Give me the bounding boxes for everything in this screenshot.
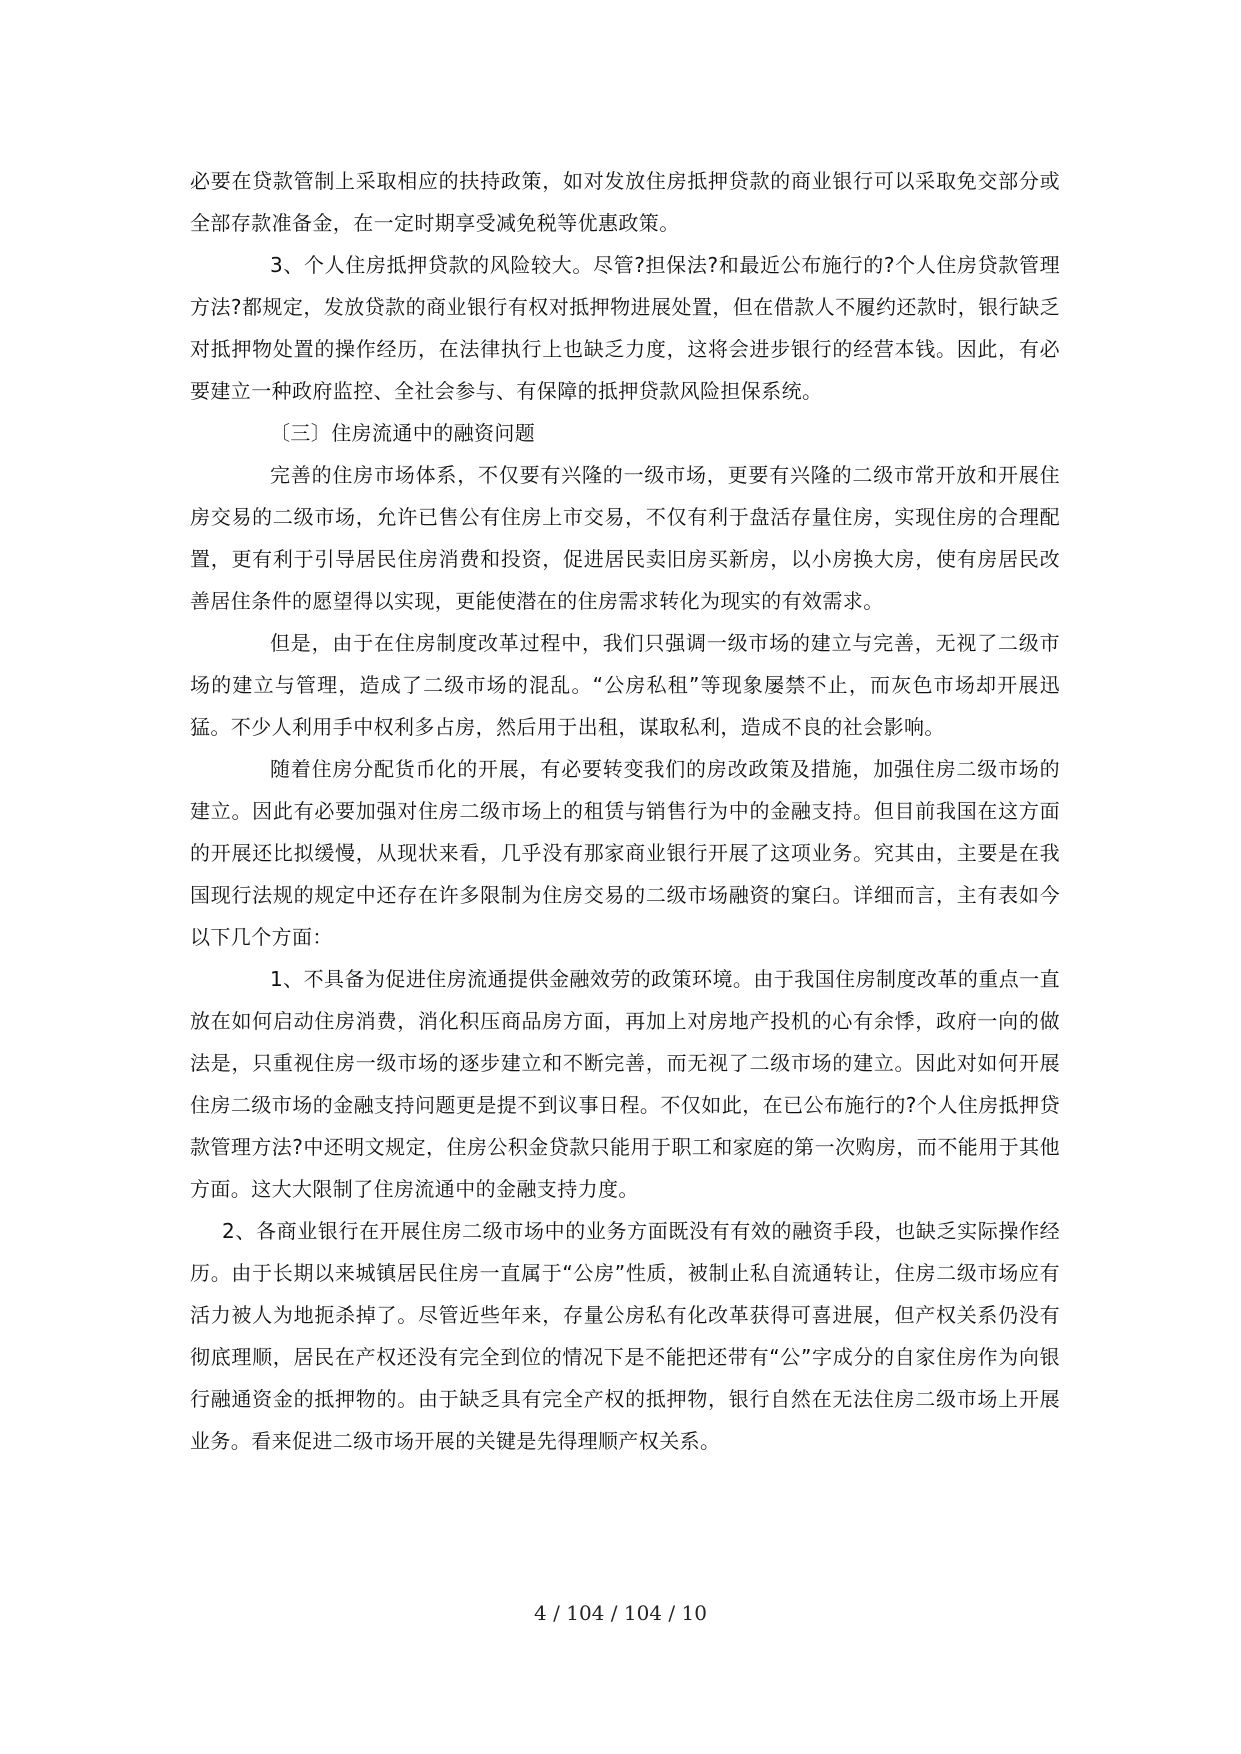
paragraph-continuation: 必要在贷款管制上采取相应的扶持政策，如对发放住房抵押贷款的商业银行可以采取免交部分或全部存款准备金，在一定时期享受减免税等优惠政策。 [190,169,1060,235]
paragraph-point-2: 2、各商业银行在开展住房二级市场中的业务方面既没有有效的融资手段，也缺乏实际操作经历。由于长期以来城镇居民住房一直属于“公房”性质，被制止私自流通转让，住房二级市场应有活力被人为地扼杀掉了。尽管近些年来，存量公房私有化改革获得可喜进展，但产权关系仍没有彻底理顺，居民在产权还没有完全到位的情况下是不能把还带有“公”字成分的自家住房作为向银行融通资金的抵押物的。由于缺乏具有完全产权的抵押物，银行自然在无法住房二级市场上开展业务。看来促进二级市场开展的关键是先得理顺产权关系。 [190,1219,1060,1453]
section-heading: 〔三〕住房流通中的融资问题 [270,421,536,445]
paragraph-point-3: 3、个人住房抵押贷款的风险较大。尽管?担保法?和最近公布施行的?个人住房贷款管理方法?都规定，发放贷款的商业银行有权对抵押物进展处置，但在借款人不履约还款时，银行缺乏对抵押物处置的操作经历，在法律执行上也缺乏力度，这将会进步银行的经营本钱。因此，有必要建立一种政府监控、全社会参与、有保障的抵押贷款风险担保系统。 [190,253,1060,403]
page-number: 4 / 104 / 104 / 10 [534,1601,707,1625]
paragraph-monetization: 随着住房分配货币化的开展，有必要转变我们的房改政策及措施，加强住房二级市场的建立。因此有必要加强对住房二级市场上的租赁与销售行为中的金融支持。但目前我国在这方面的开展还比拟缓慢，从现状来看，几乎没有那家商业银行开展了这项业务。究其由，主要是在我国现行法规的规定中还存在许多限制为住房交易的二级市场融资的窠臼。详细而言，主有表如今以下几个方面： [190,757,1060,949]
paragraph-point-1: 1、不具备为促进住房流通提供金融效劳的政策环境。由于我国住房制度改革的重点一直放在如何启动住房消费，消化积压商品房方面，再加上对房地产投机的心有余悸，政府一向的做法是，只重视住房一级市场的逐步建立和不断完善，而无视了二级市场的建立。因此对如何开展住房二级市场的金融支持问题更是提不到议事日程。不仅如此，在已公布施行的?个人住房抵押贷款管理方法?中还明文规定，住房公积金贷款只能用于职工和家庭的第一次购房，而不能用于其他方面。这大大限制了住房流通中的金融支持力度。 [190,967,1060,1201]
paragraph-however: 但是，由于在住房制度改革过程中，我们只强调一级市场的建立与完善，无视了二级市场的建立与管理，造成了二级市场的混乱。“公房私租”等现象屡禁不止，而灰色市场却开展迅猛。不少人利用手中权利多占房，然后用于出租，谋取私利，造成不良的社会影响。 [190,631,1060,739]
paragraph-market-system: 完善的住房市场体系，不仅要有兴隆的一级市场，更要有兴隆的二级市常开放和开展住房交易的二级市场，允许已售公有住房上市交易，不仅有利于盘活存量住房，实现住房的合理配置，更有利于引导居民住房消费和投资，促进居民卖旧房买新房，以小房换大房，使有房居民改善居住条件的愿望得以实现，更能使潜在的住房需求转化为现实的有效需求。 [190,463,1060,613]
document-body [190,160,1060,1462]
